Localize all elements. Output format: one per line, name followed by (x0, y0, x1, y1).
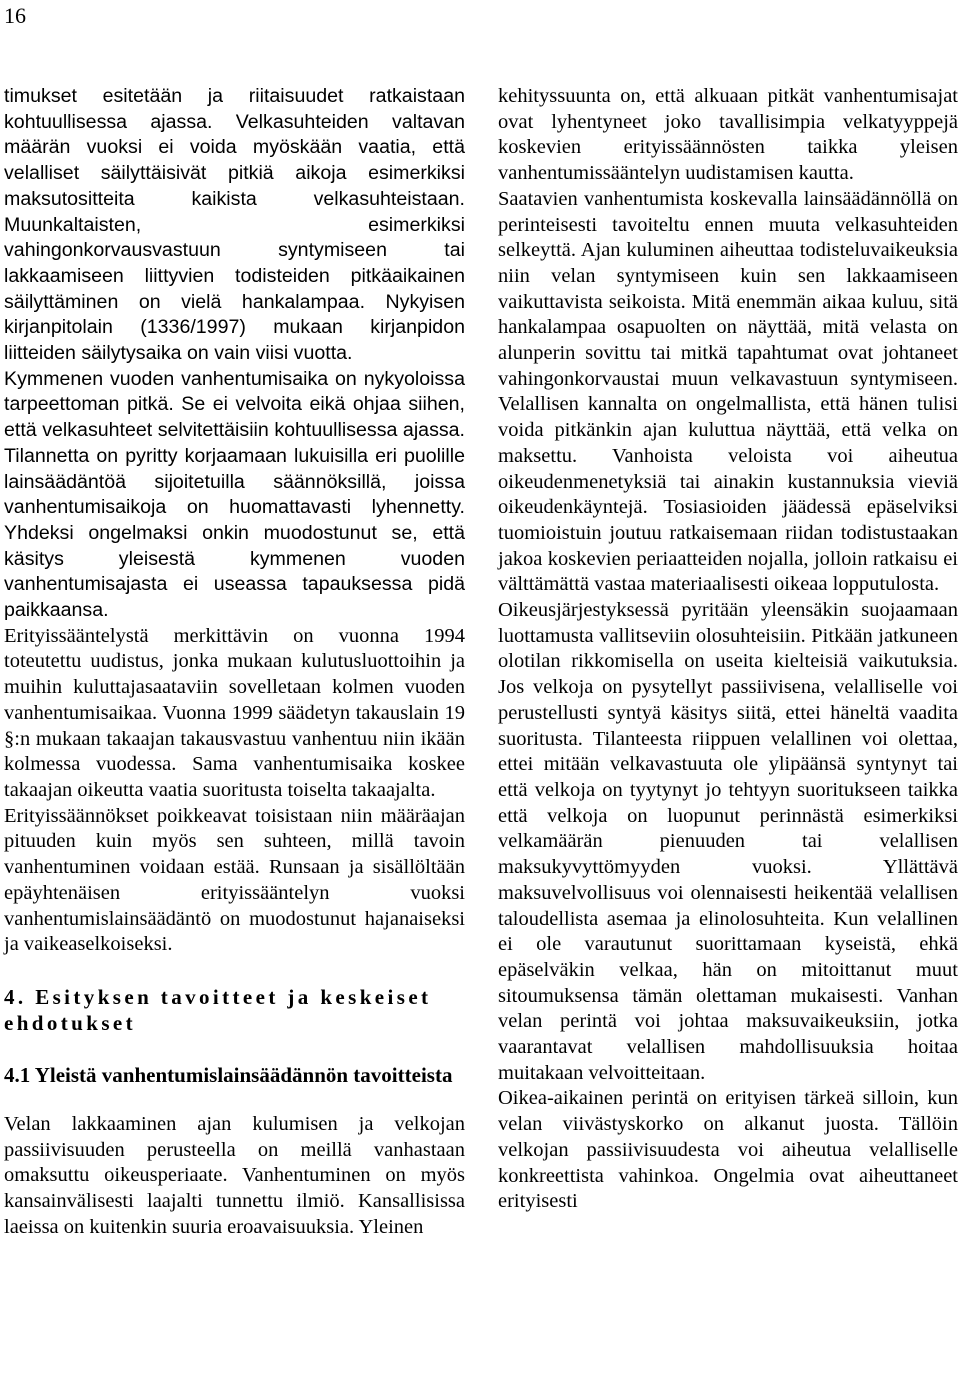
body-paragraph: Kymmenen vuoden vanhentumisaika on nykyoloissa tarpeettoman pitkä. Se ei velvoita eikä ohjaa siihen, että velkasuhteet selvitettäisiin kohtuullisessa ajassa. Tilannetta on pyritty korjaamaan lukuisilla eri puolille lainsäädäntöä sijoitetuilla säännöksillä, joissa vanhentumisaikoja on huomattavasti lyhennetty. Yhdeksi ongelmaksi onkin muodostunut se, että käsitys yleisestä kymmenen vuoden vanhentumisajasta ei useassa tapauksessa pidä paikkaansa. (4, 367, 465, 622)
section-heading: 4. Esityksen tavoitteet ja keskeiset ehdotukset (4, 984, 432, 1035)
body-paragraph: timukset esitetään ja riitaisuudet ratkaistaan kohtuullisessa ajassa. Velkasuhteiden valtavan määrän vuoksi ei voida myöskään vaatia, että velalliset säilyttäisivät pitkiä aikoja esimerkiksi maksutositteita kaikista velkasuhteistaan. Muunkaltaisten, esimerkiksi vahingonkorvausvastuun syntymiseen tai lakkaamiseen liittyvien todisteiden pitkäaikainen säilyttäminen on vielä hankalampaa. Nykyisen kirjanpitolain (1336/1997) mukaan kirjanpidon liitteiden säilytysaika on vain viisi vuotta. (4, 85, 465, 365)
body-paragraph: kehityssuunta on, että alkuaan pitkät vanhentumisajat ovat lyhentyneet joko tavallisimpia velkatyyppejä koskevien erityissäännösten taikka yleisen vanhentumissääntelyn uudistamisen kautta. (498, 85, 958, 185)
body-paragraph: Oikeusjärjestyksessä pyritään yleensäkin suojaamaan luottamusta vallitseviin olosuhteisiin. Pitkään jatkuneen olotilan rikkomisella on useita kielteisiä vaikutuksia. Jos velkoja on pysytellyt passiivisena, velalliselle voi perustellusti syntyä käsitys siitä, ettei häneltä vaadita suoritusta. Tilanteesta riippuen velallinen voi olettaa, ettei mitään velkavastuuta ole ylipäänsä syntynyt tai että velkoja on tyytynyt jo tehtyyn suoritukseen taikka että velkoja on luopunut perinnästä esimerkiksi velkamäärän pienuuden tai velallisen maksukyvyttömyyden vuoksi. Yllättävä maksuvelvollisuus voi olennaisesti heikentää velallisen taloudellista asemaa ja elinolosuhteita. Kun velallinen ei ole varautunut suorittamaan kyseistä, ehkä epäselväkin velkaa, hän on mitoittanut muut sitoumuksensa tämän olettaman mukaisesti. Vanhan velan perintä voi johtaa maksuvaikeuksiin, jotka vaarantavat velallisen mahdollisuuksia hoitaa muitakaan velvoitteitaan. (498, 599, 958, 1084)
right-column (498, 84, 958, 1215)
page-number: 16 (4, 3, 26, 28)
body-paragraph: Saatavien vanhentumista koskevalla lainsäädännöllä on perinteisesti tavoiteltu ennen muuta velkasuhteiden selkeyttä. Ajan kuluminen aiheuttaa todisteluvaikeuksia niin velan syntymiseen kuin sen lakkaamiseen vaikuttavista seikoista. Mitä enemmän aikaa kuluu, sitä hankalampaa osapuolten on näyttää, mitä velasta on alunperin sovittu tai mitkä tapahtumat ovat johtaneet vahingonkorvaustai muun velkavastuun syntymiseen. Velallisen kannalta on ongelmallista, että hänen tulisi voida pitkänkin ajan kuluttua näyttää, että velka on maksettu. Vanhoista veloista voi aiheutua oikeudenmenetyksiä tai ainakin kustannuksia vieviä oikeudenkäyntejä. Tosiasioiden jäädessä epäselviksi tuomioistuin joutuu ratkaisemaan riidan todistustaakan jakoa koskevien periaatteiden nojalla, jolloin ratkaisu ei välttämättä vastaa materiaalisesti oikeaa lopputulosta. (498, 187, 958, 596)
body-paragraph: Erityissääntelystä merkittävin on vuonna 1994 toteutettu uudistus, jonka mukaan kulutusluottoihin ja muihin kuluttajasaataviin sovelletaan kolmen vuoden vanhentumisaikaa. Vuonna 1999 säädetyn takauslain 19 §:n mukaan takaajan takausvastuu vanhentuu niin ikään kolmessa vuodessa. Sama vanhentumisaika koskee takaajan oikeutta vaatia suoritusta toiselta takaajalta. (4, 624, 465, 801)
subsection-heading: 4.1 Yleistä vanhentumislainsäädännön tavoitteista (4, 1062, 453, 1087)
left-column (4, 84, 465, 1240)
body-paragraph: Oikea-aikainen perintä on erityisen tärkeä silloin, kun velan viivästyskorko on alkanut juosta. Tällöin velkojan passiivisuudesta voi aiheutua velalliselle konkreettista vahinkoa. Ongelmia ovat aiheuttaneet erityisesti (498, 1087, 958, 1213)
body-paragraph: Erityissäännökset poikkeavat toisistaan niin määräajan pituuden kuin myös sen suhteen, millä tavoin vanhentuminen voidaan estää. Runsaan ja sisällöltään epäyhtenäisen erityissääntelyn vuoksi vanhentumislainsäädäntö on muodostunut hajanaiseksi ja vaikeaselkoiseksi. (4, 804, 465, 956)
body-paragraph: Velan lakkaaminen ajan kulumisen ja velkojan passiivisuuden perusteella on meillä vanhastaan omaksuttu oikeusperiaate. Vanhentuminen on myös kansainvälisesti laajalti tunnettu ilmiö. Kansallisissa laeissa on kuitenkin suuria eroavaisuuksia. Yleinen (4, 1112, 465, 1238)
